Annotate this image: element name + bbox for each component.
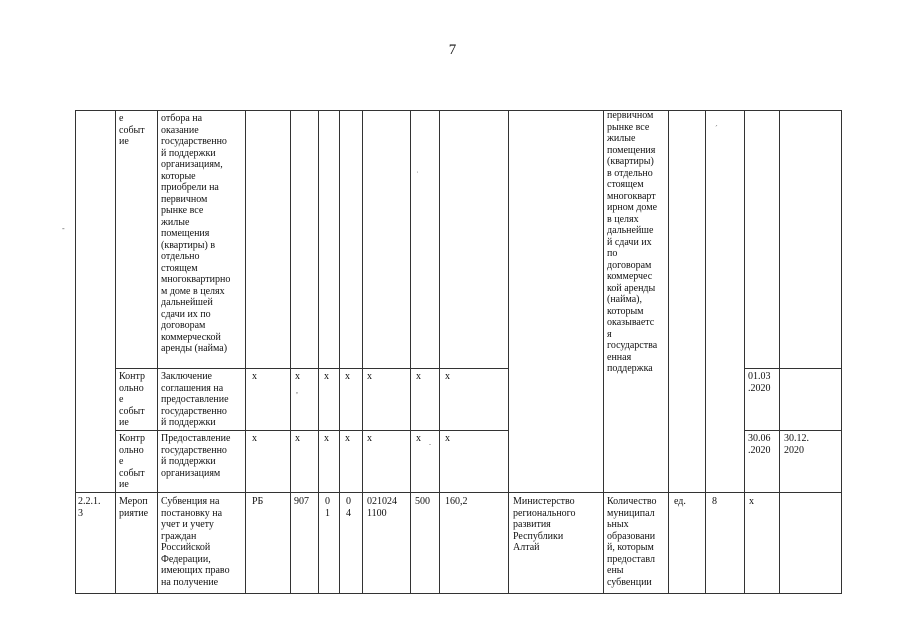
x-mark: х — [324, 433, 329, 444]
pr-cell: 0 4 — [346, 496, 351, 519]
grid-line — [75, 492, 842, 493]
x-mark: х — [445, 371, 450, 382]
measure-name-cell: Субвенция на постановку на учет и учету граждан Российской Федерации, имеющих право на получение — [161, 496, 230, 588]
value-cell: 8 — [712, 496, 717, 507]
executor-cell: Министерство регионального развития Республики Алтай — [513, 496, 576, 553]
date-end-cell: 01.03 .2020 — [748, 371, 771, 394]
grid-line — [115, 110, 116, 594]
grid-line — [744, 110, 745, 594]
control-event-name-cell: Предоставление государственно й поддержки организациям — [161, 433, 231, 479]
grid-line — [75, 110, 76, 594]
grid-line — [290, 110, 291, 594]
date-end-cell: 30.12. 2020 — [784, 433, 809, 456]
grid-line — [75, 593, 842, 594]
amount-cell: 160,2 — [445, 496, 468, 507]
grid-line — [439, 110, 440, 594]
grid-line — [245, 110, 246, 594]
grid-line — [362, 110, 363, 594]
x-mark: х — [345, 371, 350, 382]
grid-line — [318, 110, 319, 594]
budget-cell: РБ — [252, 496, 264, 507]
csr-cell: 021024 1100 — [367, 496, 397, 519]
x-mark: х — [324, 371, 329, 382]
event-name-cell: отбора на оказание государственно й поддержки организациям, которые приобрели на первичном рынке все жилые помещения (квартиры) в отдельно стоящем многоквартирно м доме в целях дальнейшей сдачи их по договорам коммерческой аренды (найма) — [161, 113, 231, 354]
control-event-name-cell: Заключение соглашения на предоставление государственно й поддержки — [161, 371, 229, 428]
scan-speck: - — [62, 224, 65, 233]
grid-line — [157, 110, 158, 594]
x-mark: х — [345, 433, 350, 444]
x-mark: х — [252, 371, 257, 382]
scan-speck: ˙ — [416, 170, 419, 179]
indicator-merged-cell: первичном рынке все жилые помещения (квартиры) в отдельно стоящем многокварт ирном доме в целях дальнейше й сдачи их по договорам коммерчес кой аренды (найма), которым оказываетс я государства енная поддержка — [607, 110, 658, 374]
scan-speck: ´ — [715, 124, 718, 133]
unit-cell: ед. — [674, 496, 686, 507]
grid-line — [779, 110, 780, 594]
scan-speck: . — [429, 438, 431, 447]
control-event-kind-cell: Контр ольно е событ ие — [119, 371, 146, 428]
x-mark: х — [295, 433, 300, 444]
x-mark: х — [416, 433, 421, 444]
control-event-kind-cell: Контр ольно е событ ие — [119, 433, 146, 490]
grid-line — [115, 368, 508, 369]
measure-kind-cell: Мероп риятие — [119, 496, 149, 519]
x-mark: х — [749, 496, 754, 507]
grid-line — [744, 368, 841, 369]
x-mark: х — [367, 371, 372, 382]
grid-line — [705, 110, 706, 594]
event-kind-cell: е событ ие — [119, 113, 145, 147]
grid-line — [603, 110, 604, 594]
x-mark: х — [252, 433, 257, 444]
grid-line — [115, 430, 508, 431]
grid-line — [744, 430, 841, 431]
indicator-cell: Количество муниципал ьных образовани й, которым предоставл ены субвенции — [607, 496, 657, 588]
grid-line — [410, 110, 411, 594]
date-start-cell: 30.06 .2020 — [748, 433, 771, 456]
grid-line — [668, 110, 669, 594]
rz-cell: 0 1 — [325, 496, 330, 519]
scan-speck: , — [296, 386, 298, 395]
grid-line — [339, 110, 340, 594]
x-mark: х — [295, 371, 300, 382]
grid-line — [841, 110, 842, 594]
page-number: 7 — [448, 42, 457, 58]
grid-line — [508, 110, 509, 594]
x-mark: х — [367, 433, 372, 444]
measure-number-cell: 2.2.1. 3 — [78, 496, 101, 519]
grbs-cell: 907 — [294, 496, 309, 507]
grid-line — [75, 110, 842, 111]
x-mark: х — [416, 371, 421, 382]
x-mark: х — [445, 433, 450, 444]
vr-cell: 500 — [415, 496, 430, 507]
plan-table — [75, 110, 842, 594]
